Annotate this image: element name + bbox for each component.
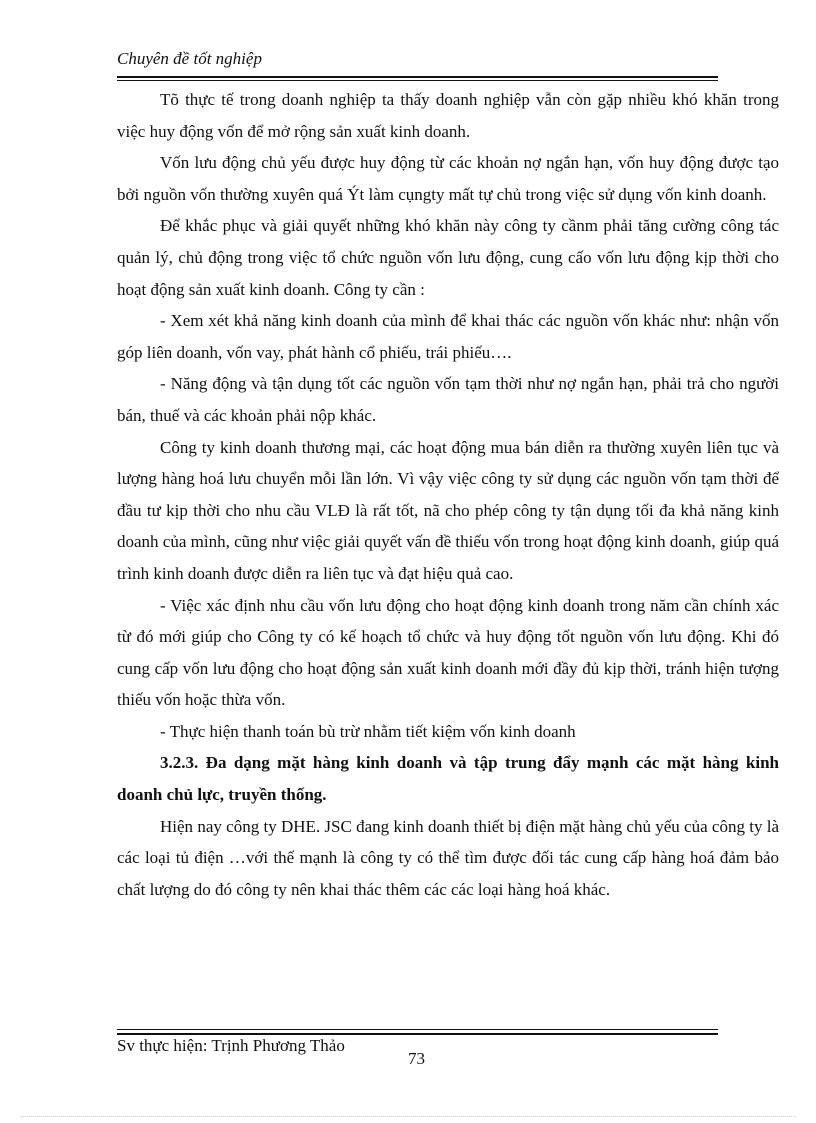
footer-rule-thin — [117, 1029, 718, 1030]
page-number: 73 — [408, 1049, 425, 1068]
section-heading: 3.2.3. Đa dạng mặt hàng kinh doanh và tập trung đẩy mạnh các mặt hàng kinh doanh chủ lực, truyền thống. — [117, 753, 779, 805]
body-paragraph: Hiện nay công ty DHE. JSC đang kinh doanh thiết bị điện mặt hàng chủ yếu của công ty là các loại tủ điện …với thế mạnh là công ty có thể tìm được đối tác cung cấp hàng hoá đảm bảo chất lượng do đó công ty nên khai thác thêm các các loại hàng hoá khác. — [117, 816, 779, 899]
page-header-title: Chuyên đề tốt nghiệp — [117, 49, 262, 68]
body-paragraph: Công ty kinh doanh thương mại, các hoạt động mua bán diễn ra thường xuyên liên tục và lượng hàng hoá lưu chuyển mỗi lần lớn. Vì vậy việc công ty sử dụng các nguồn vốn tạm thời để đầu tư kịp thời cho nhu cầu VLĐ là rất tốt, nã cho phép công ty tận dụng tối đa khả năng kinh doanh của mình, cũng như việc giải quyết vấn đề thiếu vốn trong hoạt động kinh doanh, giúp quá trình kinh doanh được diễn ra liên tục và đạt hiệu quả cao. — [117, 437, 779, 583]
body-paragraph: Tõ thực tế trong doanh nghiệp ta thấy doanh nghiệp vẫn còn gặp nhiều khó khăn trong việc huy động vốn để mở rộng sản xuất kinh doanh. — [117, 90, 779, 141]
body-paragraph: Để khắc phục và giải quyết những khó khăn này công ty cầnm phải tăng cường công tác quản lý, chủ động trong việc tổ chức nguồn vốn lưu động, cung cấo vốn lưu động kịp thời cho hoạt động sản xuất kinh doanh. Công ty cần : — [117, 216, 779, 299]
page-bottom-divider — [20, 1116, 796, 1117]
body-paragraph: - Thực hiện thanh toán bù trừ nhằm tiết kiệm vốn kinh doanh — [160, 721, 576, 741]
footer-author: Sv thực hiện: Trịnh Phương Thảo — [117, 1036, 345, 1055]
header-rule-thick — [117, 76, 718, 78]
body-paragraph: - Năng động và tận dụng tốt các nguồn vốn tạm thời như nợ ngắn hạn, phải trả cho người bán, thuế và các khoản phải nộp khác. — [117, 374, 779, 425]
header-rule-thin — [117, 80, 718, 81]
body-paragraph: - Xem xét khả năng kinh doanh của mình để khai thác các nguồn vốn khác như: nhận vốn góp liên doanh, vốn vay, phát hành cổ phiếu, trái phiếu…. — [117, 311, 779, 362]
body-paragraph: - Việc xác định nhu cầu vốn lưu động cho hoạt động kinh doanh trong năm cần chính xác từ đó mới giúp cho Công ty có kế hoạch tổ chức và huy động tốt nguồn vốn lưu động. Khi đó cung cấp vốn lưu động cho hoạt động sản xuất kinh doanh mới đầy đủ kịp thời, tránh hiện tượng thiếu vốn hoặc thừa vốn. — [117, 595, 779, 710]
body-content — [117, 84, 779, 905]
body-paragraph: Vốn lưu động chủ yếu được huy động từ các khoản nợ ngắn hạn, vốn huy động được tạo bởi nguồn vốn thường xuyên quá Ýt làm cụngty mất tự chủ trong việc sử dụng vốn kinh doanh. — [117, 153, 779, 204]
